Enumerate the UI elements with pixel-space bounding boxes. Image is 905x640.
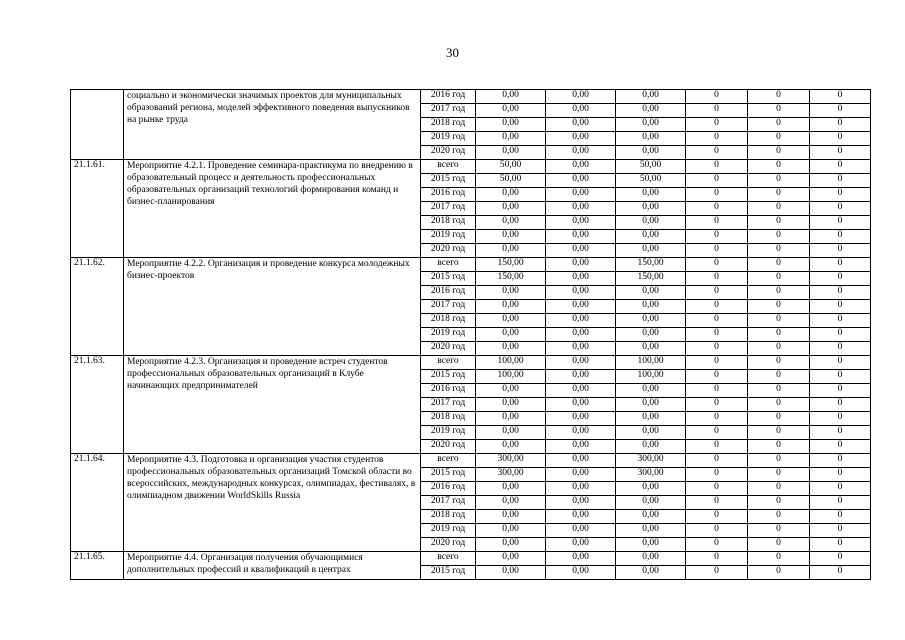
value-cell: 0 bbox=[810, 566, 871, 580]
value-cell: 0 bbox=[810, 216, 871, 230]
value-cell: 0,00 bbox=[546, 104, 616, 118]
value-cell: 0,00 bbox=[546, 440, 616, 454]
value-cell: 100,00 bbox=[616, 370, 686, 384]
value-cell: 0,00 bbox=[616, 188, 686, 202]
value-cell: 0,00 bbox=[616, 566, 686, 580]
value-cell: 0 bbox=[748, 118, 810, 132]
value-cell: 0 bbox=[748, 160, 810, 174]
period-cell: 2016 год bbox=[421, 90, 476, 104]
value-cell: 0,00 bbox=[616, 104, 686, 118]
value-cell: 0,00 bbox=[616, 552, 686, 566]
value-cell: 0,00 bbox=[616, 314, 686, 328]
value-cell: 0,00 bbox=[546, 398, 616, 412]
value-cell: 0,00 bbox=[546, 118, 616, 132]
value-cell: 0 bbox=[748, 188, 810, 202]
value-cell: 0,00 bbox=[616, 426, 686, 440]
period-cell: 2017 год bbox=[421, 300, 476, 314]
value-cell: 0,00 bbox=[476, 244, 546, 258]
value-cell: 0 bbox=[748, 328, 810, 342]
value-cell: 0,00 bbox=[476, 90, 546, 104]
value-cell: 0 bbox=[810, 468, 871, 482]
value-cell: 0 bbox=[810, 398, 871, 412]
period-cell: 2020 год bbox=[421, 538, 476, 552]
period-cell: 2015 год bbox=[421, 468, 476, 482]
value-cell: 0 bbox=[748, 510, 810, 524]
value-cell: 0 bbox=[686, 118, 748, 132]
period-cell: 2018 год bbox=[421, 118, 476, 132]
value-cell: 0 bbox=[748, 244, 810, 258]
value-cell: 0 bbox=[748, 342, 810, 356]
value-cell: 0,00 bbox=[546, 426, 616, 440]
value-cell: 0,00 bbox=[476, 342, 546, 356]
value-cell: 0 bbox=[686, 538, 748, 552]
period-cell: 2017 год bbox=[421, 496, 476, 510]
item-code: 21.1.65. bbox=[71, 552, 124, 580]
value-cell: 0 bbox=[686, 188, 748, 202]
period-cell: 2016 год bbox=[421, 188, 476, 202]
value-cell: 0 bbox=[810, 454, 871, 468]
value-cell: 0 bbox=[686, 174, 748, 188]
value-cell: 0,00 bbox=[476, 314, 546, 328]
period-cell: 2016 год bbox=[421, 384, 476, 398]
value-cell: 0 bbox=[748, 356, 810, 370]
value-cell: 0,00 bbox=[546, 496, 616, 510]
value-cell: 0 bbox=[748, 566, 810, 580]
period-cell: 2017 год bbox=[421, 202, 476, 216]
value-cell: 0,00 bbox=[546, 524, 616, 538]
value-cell: 0 bbox=[686, 482, 748, 496]
period-cell: 2015 год bbox=[421, 272, 476, 286]
value-cell: 0 bbox=[810, 188, 871, 202]
period-cell: 2015 год bbox=[421, 174, 476, 188]
period-cell: всего bbox=[421, 454, 476, 468]
value-cell: 0 bbox=[810, 258, 871, 272]
value-cell: 0,00 bbox=[476, 524, 546, 538]
value-cell: 0 bbox=[686, 342, 748, 356]
value-cell: 0 bbox=[810, 496, 871, 510]
period-cell: всего bbox=[421, 160, 476, 174]
value-cell: 0,00 bbox=[616, 328, 686, 342]
value-cell: 0 bbox=[810, 160, 871, 174]
value-cell: 0,00 bbox=[616, 412, 686, 426]
value-cell: 0,00 bbox=[616, 510, 686, 524]
value-cell: 0 bbox=[810, 286, 871, 300]
period-cell: 2019 год bbox=[421, 132, 476, 146]
value-cell: 0,00 bbox=[546, 132, 616, 146]
value-cell: 0 bbox=[810, 412, 871, 426]
value-cell: 0 bbox=[748, 482, 810, 496]
value-cell: 0 bbox=[810, 118, 871, 132]
value-cell: 0 bbox=[686, 90, 748, 104]
value-cell: 0 bbox=[686, 314, 748, 328]
value-cell: 0,00 bbox=[476, 132, 546, 146]
value-cell: 0,00 bbox=[476, 118, 546, 132]
value-cell: 0,00 bbox=[546, 202, 616, 216]
item-code: 21.1.61. bbox=[71, 160, 124, 258]
value-cell: 0,00 bbox=[616, 286, 686, 300]
value-cell: 0 bbox=[686, 566, 748, 580]
period-cell: 2019 год bbox=[421, 524, 476, 538]
value-cell: 0,00 bbox=[476, 426, 546, 440]
value-cell: 0 bbox=[686, 524, 748, 538]
value-cell: 50,00 bbox=[476, 174, 546, 188]
value-cell: 0,00 bbox=[546, 356, 616, 370]
period-cell: 2016 год bbox=[421, 482, 476, 496]
item-description: Мероприятие 4.3. Подготовка и организация участия студентов профессиональных образовательных организаций Томской области во всероссийских, международных конкурсах, олимпиадах, фестивалях, в олимпиадном движении WorldSkills Russia bbox=[124, 454, 421, 552]
value-cell: 0 bbox=[686, 412, 748, 426]
value-cell: 0,00 bbox=[616, 398, 686, 412]
value-cell: 0,00 bbox=[616, 496, 686, 510]
value-cell: 0,00 bbox=[546, 244, 616, 258]
item-code bbox=[71, 90, 124, 160]
item-description: Мероприятие 4.2.1. Проведение семинара-практикума по внедрению в образовательный процесс и деятельность профессиональных образовательных организаций технологий формирования команд и бизнес-планирования bbox=[124, 160, 421, 258]
value-cell: 0,00 bbox=[546, 454, 616, 468]
value-cell: 0,00 bbox=[546, 342, 616, 356]
period-cell: всего bbox=[421, 356, 476, 370]
value-cell: 0,00 bbox=[476, 328, 546, 342]
value-cell: 0 bbox=[686, 104, 748, 118]
value-cell: 0,00 bbox=[616, 342, 686, 356]
value-cell: 0 bbox=[810, 328, 871, 342]
value-cell: 0,00 bbox=[476, 384, 546, 398]
period-cell: 2019 год bbox=[421, 230, 476, 244]
budget-table bbox=[70, 89, 871, 580]
value-cell: 0,00 bbox=[476, 398, 546, 412]
value-cell: 0 bbox=[748, 426, 810, 440]
value-cell: 0 bbox=[810, 356, 871, 370]
value-cell: 0 bbox=[810, 104, 871, 118]
item-code: 21.1.64. bbox=[71, 454, 124, 552]
value-cell: 0,00 bbox=[616, 524, 686, 538]
value-cell: 0,00 bbox=[476, 216, 546, 230]
value-cell: 300,00 bbox=[616, 454, 686, 468]
value-cell: 0 bbox=[686, 258, 748, 272]
value-cell: 0 bbox=[748, 524, 810, 538]
value-cell: 300,00 bbox=[476, 468, 546, 482]
value-cell: 0 bbox=[748, 300, 810, 314]
value-cell: 0,00 bbox=[546, 538, 616, 552]
value-cell: 0 bbox=[810, 440, 871, 454]
value-cell: 0,00 bbox=[546, 216, 616, 230]
value-cell: 150,00 bbox=[476, 272, 546, 286]
value-cell: 0,00 bbox=[616, 538, 686, 552]
table-row bbox=[71, 258, 871, 272]
period-cell: 2020 год bbox=[421, 244, 476, 258]
value-cell: 150,00 bbox=[476, 258, 546, 272]
value-cell: 0,00 bbox=[546, 258, 616, 272]
value-cell: 0,00 bbox=[546, 90, 616, 104]
value-cell: 0,00 bbox=[546, 510, 616, 524]
period-cell: 2020 год bbox=[421, 146, 476, 160]
table-row bbox=[71, 90, 871, 104]
value-cell: 0,00 bbox=[546, 314, 616, 328]
value-cell: 0 bbox=[748, 146, 810, 160]
value-cell: 0,00 bbox=[476, 482, 546, 496]
value-cell: 0,00 bbox=[476, 412, 546, 426]
value-cell: 0,00 bbox=[546, 482, 616, 496]
value-cell: 0,00 bbox=[476, 552, 546, 566]
period-cell: 2015 год bbox=[421, 370, 476, 384]
value-cell: 0,00 bbox=[546, 188, 616, 202]
value-cell: 0,00 bbox=[546, 230, 616, 244]
table-row bbox=[71, 552, 871, 566]
value-cell: 0 bbox=[810, 538, 871, 552]
value-cell: 0 bbox=[686, 356, 748, 370]
value-cell: 0 bbox=[748, 174, 810, 188]
value-cell: 0,00 bbox=[616, 384, 686, 398]
value-cell: 0 bbox=[686, 286, 748, 300]
value-cell: 0,00 bbox=[546, 468, 616, 482]
value-cell: 0,00 bbox=[546, 412, 616, 426]
value-cell: 0 bbox=[748, 468, 810, 482]
value-cell: 0 bbox=[686, 426, 748, 440]
value-cell: 0 bbox=[810, 370, 871, 384]
value-cell: 0 bbox=[810, 244, 871, 258]
value-cell: 0,00 bbox=[476, 510, 546, 524]
period-cell: 2019 год bbox=[421, 328, 476, 342]
value-cell: 0 bbox=[748, 104, 810, 118]
value-cell: 0 bbox=[810, 342, 871, 356]
item-description: Мероприятие 4.2.2. Организация и проведение конкурса молодежных бизнес-проектов bbox=[124, 258, 421, 356]
value-cell: 0 bbox=[810, 314, 871, 328]
value-cell: 0 bbox=[686, 510, 748, 524]
value-cell: 0 bbox=[748, 384, 810, 398]
value-cell: 0,00 bbox=[546, 384, 616, 398]
period-cell: 2017 год bbox=[421, 398, 476, 412]
item-description: социально и экономически значимых проектов для муниципальных образований региона, моделей эффективного поведения выпускников на рынке труда bbox=[124, 90, 421, 160]
value-cell: 0 bbox=[686, 468, 748, 482]
value-cell: 0 bbox=[686, 398, 748, 412]
value-cell: 0,00 bbox=[616, 244, 686, 258]
value-cell: 0 bbox=[810, 202, 871, 216]
value-cell: 150,00 bbox=[616, 272, 686, 286]
value-cell: 50,00 bbox=[476, 160, 546, 174]
value-cell: 0 bbox=[686, 132, 748, 146]
value-cell: 0,00 bbox=[616, 132, 686, 146]
value-cell: 0,00 bbox=[546, 328, 616, 342]
value-cell: 0,00 bbox=[616, 146, 686, 160]
value-cell: 0 bbox=[748, 440, 810, 454]
table-row bbox=[71, 356, 871, 370]
value-cell: 0 bbox=[810, 482, 871, 496]
period-cell: 2016 год bbox=[421, 286, 476, 300]
value-cell: 0 bbox=[748, 216, 810, 230]
value-cell: 0,00 bbox=[546, 286, 616, 300]
value-cell: 0 bbox=[686, 454, 748, 468]
value-cell: 0 bbox=[810, 174, 871, 188]
value-cell: 0,00 bbox=[616, 440, 686, 454]
value-cell: 0,00 bbox=[476, 188, 546, 202]
value-cell: 0 bbox=[748, 90, 810, 104]
value-cell: 0 bbox=[686, 216, 748, 230]
value-cell: 0 bbox=[748, 538, 810, 552]
value-cell: 0,00 bbox=[616, 482, 686, 496]
value-cell: 0 bbox=[748, 272, 810, 286]
value-cell: 0 bbox=[686, 146, 748, 160]
value-cell: 0,00 bbox=[476, 230, 546, 244]
value-cell: 0 bbox=[748, 286, 810, 300]
value-cell: 0 bbox=[686, 440, 748, 454]
value-cell: 0 bbox=[686, 496, 748, 510]
value-cell: 0 bbox=[748, 230, 810, 244]
value-cell: 0 bbox=[686, 370, 748, 384]
value-cell: 0 bbox=[810, 552, 871, 566]
value-cell: 0,00 bbox=[616, 300, 686, 314]
value-cell: 0,00 bbox=[616, 216, 686, 230]
value-cell: 0,00 bbox=[546, 552, 616, 566]
value-cell: 0 bbox=[748, 552, 810, 566]
value-cell: 0 bbox=[810, 132, 871, 146]
value-cell: 0,00 bbox=[476, 496, 546, 510]
value-cell: 0 bbox=[810, 146, 871, 160]
value-cell: 100,00 bbox=[616, 356, 686, 370]
period-cell: 2019 год bbox=[421, 426, 476, 440]
value-cell: 0,00 bbox=[476, 104, 546, 118]
period-cell: всего bbox=[421, 552, 476, 566]
period-cell: всего bbox=[421, 258, 476, 272]
table-row bbox=[71, 454, 871, 468]
value-cell: 0 bbox=[748, 314, 810, 328]
value-cell: 0,00 bbox=[616, 118, 686, 132]
value-cell: 0 bbox=[686, 160, 748, 174]
value-cell: 0 bbox=[810, 272, 871, 286]
value-cell: 0 bbox=[810, 510, 871, 524]
value-cell: 0 bbox=[686, 384, 748, 398]
value-cell: 0 bbox=[810, 230, 871, 244]
period-cell: 2020 год bbox=[421, 440, 476, 454]
value-cell: 0 bbox=[748, 412, 810, 426]
value-cell: 0,00 bbox=[476, 566, 546, 580]
value-cell: 0,00 bbox=[546, 174, 616, 188]
value-cell: 300,00 bbox=[616, 468, 686, 482]
value-cell: 0,00 bbox=[616, 90, 686, 104]
value-cell: 0 bbox=[748, 258, 810, 272]
item-description: Мероприятие 4.4. Организация получения обучающимися дополнительных профессий и квалификаций в центрах bbox=[124, 552, 421, 580]
value-cell: 0 bbox=[748, 370, 810, 384]
value-cell: 0,00 bbox=[546, 146, 616, 160]
period-cell: 2020 год bbox=[421, 342, 476, 356]
value-cell: 0 bbox=[748, 398, 810, 412]
value-cell: 0,00 bbox=[546, 272, 616, 286]
value-cell: 0 bbox=[748, 132, 810, 146]
period-cell: 2018 год bbox=[421, 412, 476, 426]
period-cell: 2018 год bbox=[421, 314, 476, 328]
value-cell: 0 bbox=[748, 202, 810, 216]
page-number: 30 bbox=[446, 45, 459, 60]
value-cell: 0 bbox=[686, 272, 748, 286]
value-cell: 0,00 bbox=[546, 160, 616, 174]
value-cell: 0 bbox=[748, 496, 810, 510]
value-cell: 0 bbox=[686, 244, 748, 258]
value-cell: 100,00 bbox=[476, 370, 546, 384]
item-description: Мероприятие 4.2.3. Организация и проведение встреч студентов профессиональных образовательных организаций в Клубе начинающих предпринимателей bbox=[124, 356, 421, 454]
value-cell: 0,00 bbox=[476, 538, 546, 552]
value-cell: 0,00 bbox=[476, 146, 546, 160]
period-cell: 2017 год bbox=[421, 104, 476, 118]
period-cell: 2018 год bbox=[421, 510, 476, 524]
table-row bbox=[71, 160, 871, 174]
value-cell: 300,00 bbox=[476, 454, 546, 468]
period-cell: 2018 год bbox=[421, 216, 476, 230]
value-cell: 0 bbox=[686, 300, 748, 314]
value-cell: 0 bbox=[810, 300, 871, 314]
value-cell: 0 bbox=[748, 454, 810, 468]
value-cell: 100,00 bbox=[476, 356, 546, 370]
value-cell: 0 bbox=[686, 328, 748, 342]
value-cell: 0 bbox=[810, 426, 871, 440]
value-cell: 50,00 bbox=[616, 160, 686, 174]
value-cell: 0 bbox=[810, 90, 871, 104]
value-cell: 0 bbox=[686, 202, 748, 216]
value-cell: 0,00 bbox=[616, 202, 686, 216]
item-code: 21.1.63. bbox=[71, 356, 124, 454]
value-cell: 50,00 bbox=[616, 174, 686, 188]
value-cell: 0 bbox=[686, 230, 748, 244]
value-cell: 0,00 bbox=[476, 286, 546, 300]
value-cell: 0,00 bbox=[476, 440, 546, 454]
value-cell: 0,00 bbox=[616, 230, 686, 244]
value-cell: 0 bbox=[810, 384, 871, 398]
value-cell: 0,00 bbox=[546, 370, 616, 384]
value-cell: 0,00 bbox=[546, 566, 616, 580]
value-cell: 0 bbox=[686, 552, 748, 566]
value-cell: 0,00 bbox=[476, 300, 546, 314]
value-cell: 0,00 bbox=[476, 202, 546, 216]
value-cell: 0 bbox=[810, 524, 871, 538]
period-cell: 2015 год bbox=[421, 566, 476, 580]
value-cell: 150,00 bbox=[616, 258, 686, 272]
item-code: 21.1.62. bbox=[71, 258, 124, 356]
value-cell: 0,00 bbox=[546, 300, 616, 314]
